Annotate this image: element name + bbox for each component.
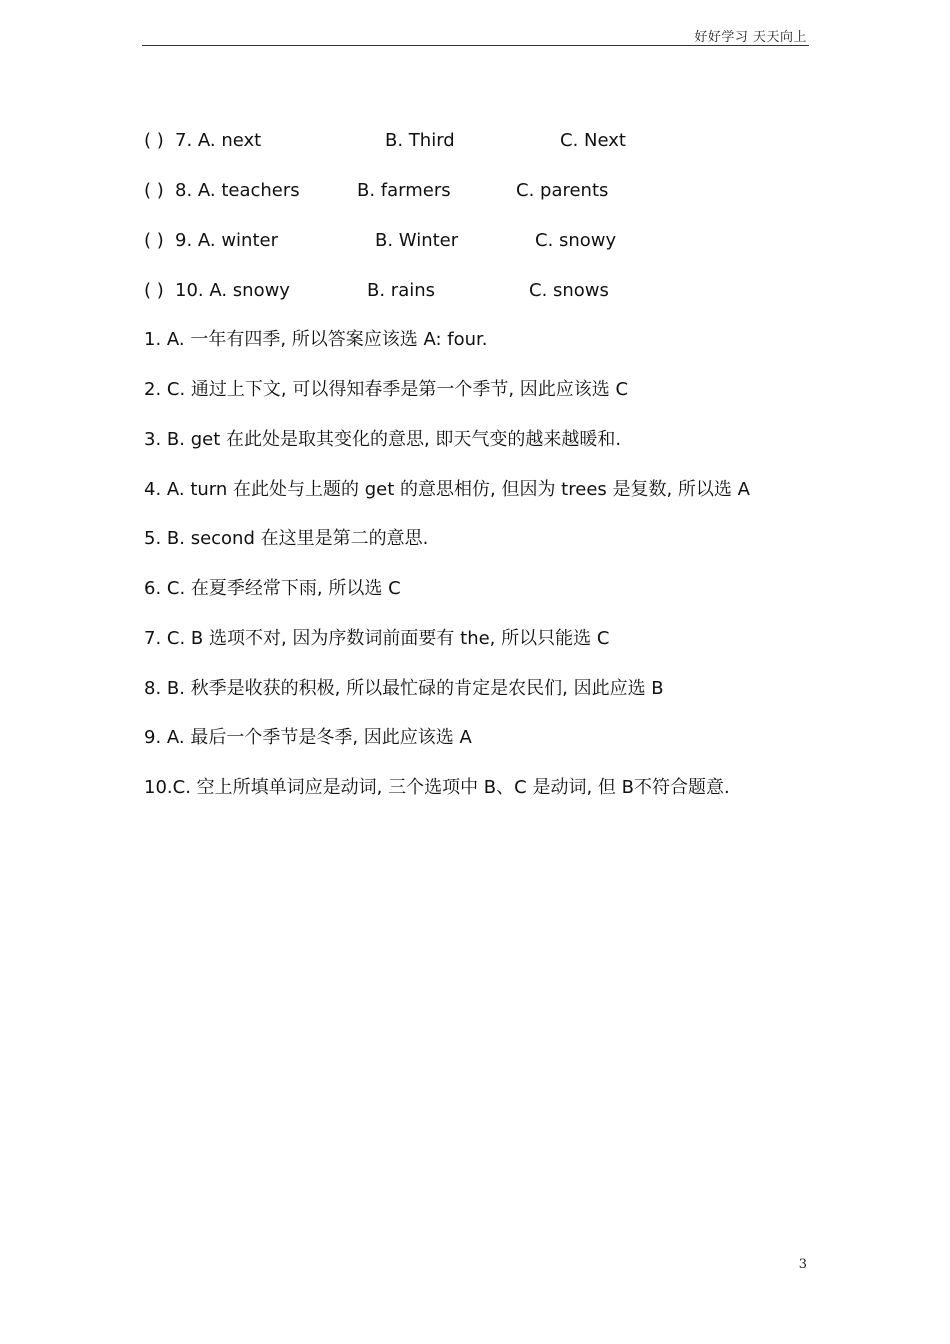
answer-4: 4. A. turn 在此处与上题的 get 的意思相仿, 但因为 trees 是复数, 所以选 A: [144, 479, 750, 500]
answer-8: 8. B. 秋季是收获的积极, 所以最忙碌的肯定是农民们, 因此应选 B: [144, 678, 664, 699]
option-a: 10. A. snowy: [175, 280, 290, 301]
answer-blank: ( ): [144, 230, 164, 251]
option-b: B. rains: [367, 280, 436, 301]
answer-9: 9. A. 最后一个季节是冬季, 因此应该选 A: [144, 727, 472, 748]
header-rule: [142, 45, 809, 46]
answer-5: 5. B. second 在这里是第二的意思.: [144, 528, 429, 549]
answer-10: 10.C. 空上所填单词应是动词, 三个选项中 B、C 是动词, 但 B不符合题意.: [144, 777, 730, 798]
answer-2: 2. C. 通过上下文, 可以得知春季是第一个季节, 因此应该选 C: [144, 379, 629, 400]
answer-blank: ( ): [144, 280, 164, 301]
answer-7: 7. C. B 选项不对, 因为序数词前面要有 the, 所以只能选 C: [144, 628, 610, 649]
option-a: 7. A. next: [175, 130, 262, 151]
option-c: C. Next: [560, 130, 626, 151]
option-c: C. snows: [529, 280, 609, 301]
answer-1: 1. A. 一年有四季, 所以答案应该选 A: four.: [144, 329, 488, 350]
answer-blank: ( ): [144, 180, 164, 201]
option-c: C. snowy: [535, 230, 617, 251]
answer-3: 3. B. get 在此处是取其变化的意思, 即天气变的越来越暖和.: [144, 429, 622, 450]
answer-6: 6. C. 在夏季经常下雨, 所以选 C: [144, 578, 401, 599]
option-b: B. Third: [385, 130, 455, 151]
answer-blank: ( ): [144, 130, 164, 151]
option-a: 9. A. winter: [175, 230, 278, 251]
header-motto: 好好学习 天天向上: [694, 30, 807, 45]
option-b: B. farmers: [357, 180, 451, 201]
page-number: 3: [798, 1257, 807, 1272]
option-c: C. parents: [516, 180, 609, 201]
option-b: B. Winter: [375, 230, 459, 251]
option-a: 8. A. teachers: [175, 180, 300, 201]
